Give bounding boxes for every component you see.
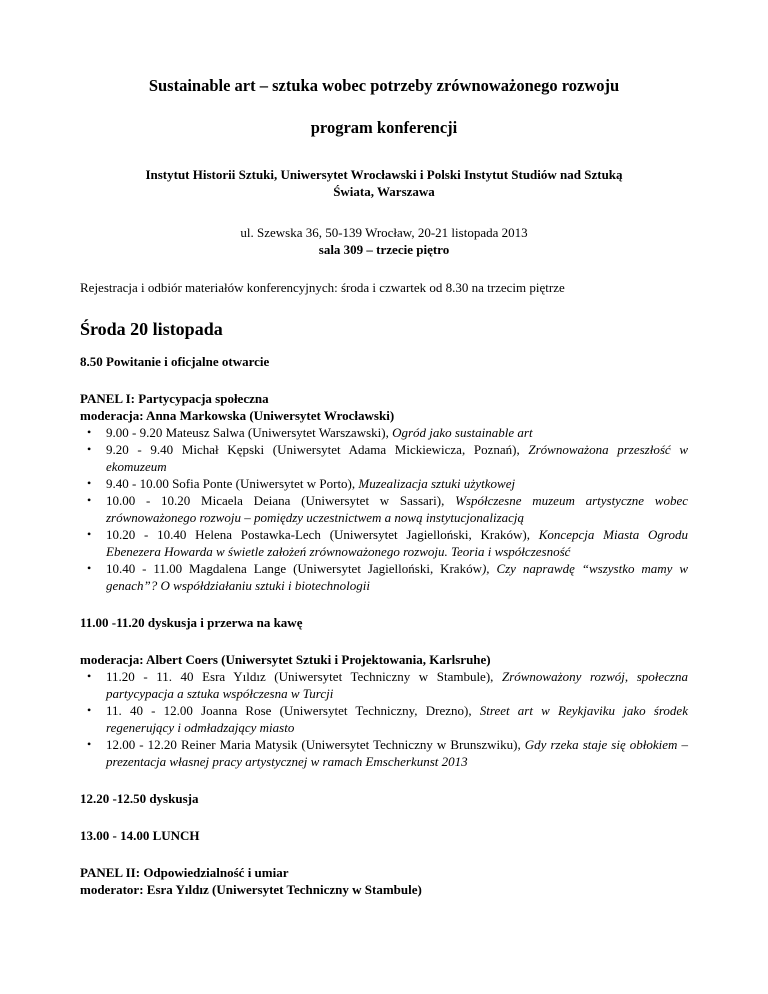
panel-1-session-2 [80,651,688,770]
talk-item [106,560,688,594]
talk-speaker: 10.00 - 10.20 Micaela Deiana (Uniwersytet w Sassari), [106,493,456,508]
talk-item [106,736,688,770]
talk-title: Współczesne muzeum artystyczne wobec zrównoważonego rozwoju – pomiędzy uczestnictwem a nową instytucjonalizacją [106,493,688,525]
talk-title: Gdy rzeka staje się obłokiem – prezentacja własnej pracy artystycznej w ramach Emscherkunst 2013 [106,737,688,769]
talk-title: Koncepcja Miasta Ogrodu Ebenezera Howarda w świetle założeń zrównoważonego rozwoju. Teoria i współczesność [106,527,688,559]
room-line: sala 309 – trzecie piętro [318,242,450,257]
talk-speaker: 9.20 - 9.40 Michał Kępski (Uniwersytet Adama Mickiewicza, Poznań), [106,442,529,457]
talk-title: Zrównoważony rozwój, społeczna partycypacja a sztuka współczesna w Turcji [106,669,688,701]
talk-item [106,424,688,441]
talk-title: Ogród jako sustainable art [392,425,533,440]
talk-item [106,668,688,702]
talk-speaker: 9.40 - 10.00 Sofia Ponte (Uniwersytet w Porto), [106,476,359,491]
panel-1-title: PANEL I: Partycypacja społeczna [80,391,269,406]
discussion-line: 12.20 -12.50 dyskusja [80,791,199,806]
talk-speaker: 9.00 - 9.20 Mateusz Salwa (Uniwersytet Warszawski), [106,425,393,440]
day-heading: Środa 20 listopada [80,319,223,339]
institution-block [80,166,688,200]
talk-item [106,475,688,492]
panel-2-title: PANEL II: Odpowiedzialność i umiar [80,865,289,880]
panel-2-moderator: moderator: Esra Yıldız (Uniwersytet Techniczny w Stambule) [80,882,422,897]
talk-title: ), Czy naprawdę “wszystko mamy w genach”? O współdziałaniu sztuki i biotechnologii [106,561,688,593]
registration-note: Rejestracja i odbiór materiałów konferencyjnych: środa i czwartek od 8.30 na trzecim piętrze [80,280,565,295]
panel-1 [80,390,688,594]
opening-line: 8.50 Powitanie i oficjalne otwarcie [80,354,270,369]
panel-1-session-2-talks [80,668,688,770]
institution-line-1: Instytut Historii Sztuki, Uniwersytet Wrocławski i Polski Instytut Studiów nad Sztuką [145,167,623,182]
talk-speaker: 12.00 - 12.20 Reiner Maria Matysik (Uniwersytet Techniczny w Brunszwiku), [106,737,525,752]
panel-1-talks [80,424,688,594]
institution-line-2: Świata, Warszawa [333,184,435,199]
document-title: Sustainable art – sztuka wobec potrzeby zrównoważonego rozwoju [148,76,620,95]
talk-title: Street art w Reykjaviku jako środek regenerujący i odmładzający miasto [106,703,688,735]
talk-item [106,526,688,560]
panel-1-moderator: moderacja: Anna Markowska (Uniwersytet Wrocławski) [80,408,395,423]
talk-speaker: 11. 40 - 12.00 Joanna Rose (Uniwersytet Techniczny, Drezno), [106,703,480,718]
talk-speaker: 10.40 - 11.00 Magdalena Lange (Uniwersytet Jagielloński, Kraków [106,561,482,576]
panel-2 [80,864,688,898]
lunch-line: 13.00 - 14.00 LUNCH [80,828,200,843]
document-subtitle: program konferencji [310,118,458,137]
talk-speaker: 11.20 - 11. 40 Esra Yıldız (Uniwersytet Techniczny w Stambule), [106,669,502,684]
talk-speaker: 10.20 - 10.40 Helena Postawka-Lech (Uniwersytet Jagielloński, Kraków), [106,527,539,542]
talk-item [106,441,688,475]
talk-title: Zrównoważona przeszłość w ekomuzeum [106,442,689,474]
panel-1-session-2-moderator: moderacja: Albert Coers (Uniwersytet Sztuki i Projektowania, Karlsruhe) [80,652,491,667]
address-block [80,224,688,258]
talk-title: Muzealizacja sztuki użytkowej [358,476,516,491]
break-line: 11.00 -11.20 dyskusja i przerwa na kawę [80,615,303,630]
address-line: ul. Szewska 36, 50-139 Wrocław, 20-21 listopada 2013 [240,225,528,240]
talk-item [106,702,688,736]
talk-item [106,492,688,526]
